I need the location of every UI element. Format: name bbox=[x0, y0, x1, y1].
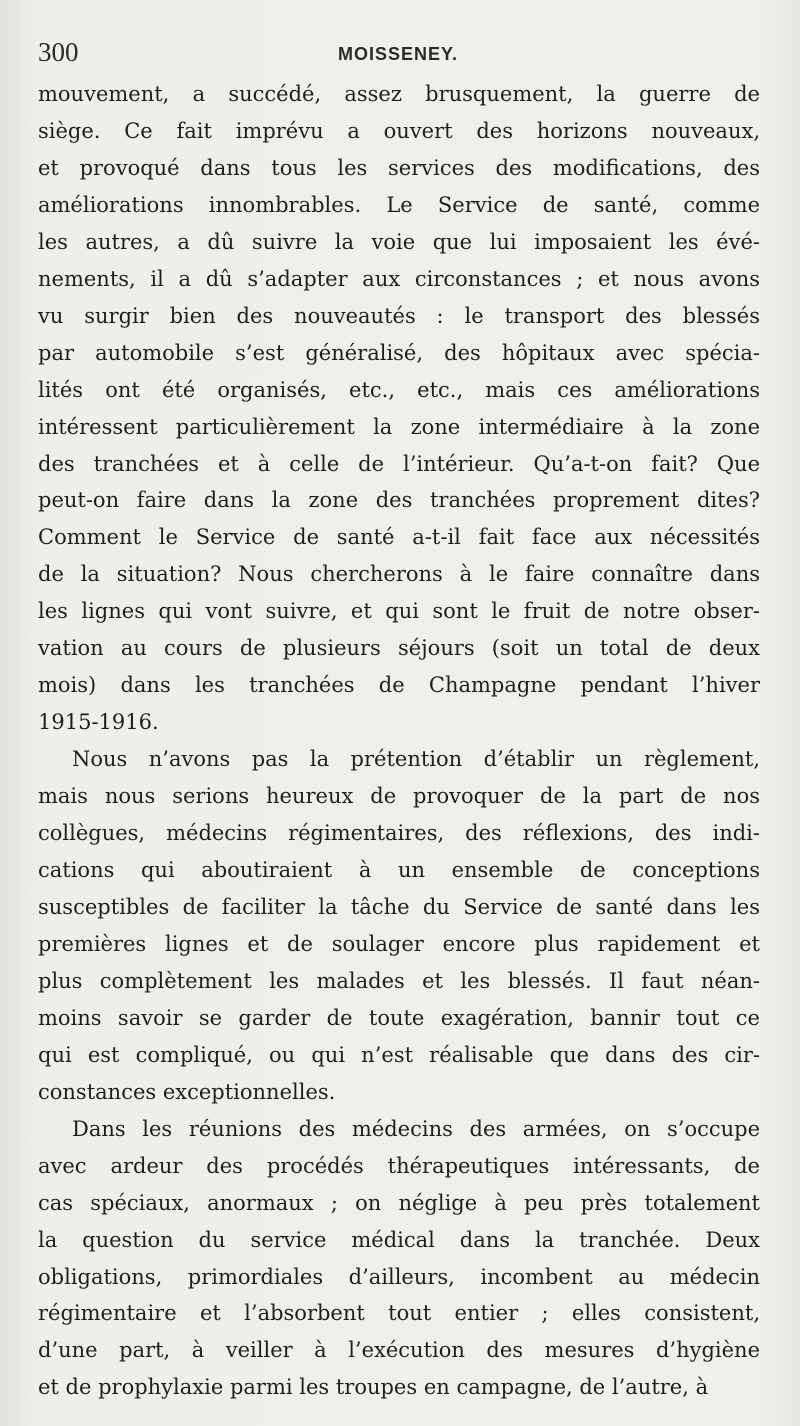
text-line: vation au cours de plusieurs séjours (soit un total de deux bbox=[38, 636, 760, 661]
paragraph bbox=[38, 76, 760, 741]
body-text bbox=[38, 76, 760, 1406]
text-line: améliorations innombrables. Le Service de santé, comme bbox=[38, 192, 760, 217]
text-line: avec ardeur des procédés thérapeutiques intéressants, de bbox=[38, 1153, 760, 1178]
text-line: nements, il a dû s’adapter aux circonstances ; et nous avons bbox=[38, 266, 760, 291]
page-header bbox=[38, 32, 760, 72]
text-line: mois) dans les tranchées de Champagne pendant l’hiver bbox=[38, 673, 760, 698]
text-line: Comment le Service de santé a-t-il fait face aux nécessités bbox=[38, 525, 760, 550]
text-line: obligations, primordiales d’ailleurs, incombent au médecin bbox=[38, 1264, 760, 1289]
text-line: cations qui aboutiraient à un ensemble de conceptions bbox=[38, 858, 760, 883]
text-line: et de prophylaxie parmi les troupes en campagne, de l’autre, à bbox=[38, 1375, 709, 1400]
text-line: collègues, médecins régimentaires, des réflexions, des indi- bbox=[38, 821, 760, 846]
paragraph bbox=[38, 1111, 760, 1407]
text-line: intéressent particulièrement la zone intermédiaire à la zone bbox=[38, 414, 760, 439]
text-line: mouvement, a succédé, assez brusquement, la guerre de bbox=[38, 82, 760, 106]
text-line: régimentaire et l’absorbent tout entier ; elles consistent, bbox=[38, 1301, 760, 1326]
text-line: la question du service médical dans la tranchée. Deux bbox=[38, 1227, 760, 1252]
text-line: de la situation? Nous chercherons à le faire connaître dans bbox=[38, 562, 760, 587]
text-line: Nous n’avons pas la prétention d’établir un règlement, bbox=[72, 747, 760, 772]
text-line: cas spéciaux, anormaux ; on néglige à peu près totalement bbox=[38, 1190, 760, 1215]
text-line: premières lignes et de soulager encore plus rapidement et bbox=[38, 931, 760, 956]
text-line: plus complètement les malades et les blessés. Il faut néan- bbox=[38, 968, 760, 993]
text-line: par automobile s’est généralisé, des hôpitaux avec spécia- bbox=[38, 340, 760, 365]
page-number: 300 bbox=[38, 37, 79, 67]
text-line: susceptibles de faciliter la tâche du Service de santé dans les bbox=[38, 894, 760, 919]
text-line: Dans les réunions des médecins des armées, on s’occupe bbox=[72, 1116, 760, 1141]
text-line: d’une part, à veiller à l’exécution des mesures d’hygiène bbox=[38, 1338, 760, 1363]
text-line: les lignes qui vont suivre, et qui sont le fruit de notre obser- bbox=[38, 599, 760, 624]
running-head: MOISSENEY. bbox=[338, 44, 459, 64]
text-line: vu surgir bien des nouveautés : le transport des blessés bbox=[38, 303, 760, 328]
paragraph bbox=[38, 741, 760, 1111]
text-line: des tranchées et à celle de l’intérieur. Qu’a-t-on fait? Que bbox=[38, 451, 760, 476]
text-line: moins savoir se garder de toute exagération, bannir tout ce bbox=[38, 1005, 760, 1030]
text-line: peut-on faire dans la zone des tranchées proprement dites? bbox=[38, 488, 760, 513]
text-line: 1915-1916. bbox=[38, 710, 159, 735]
text-line: mais nous serions heureux de provoquer de la part de nos bbox=[38, 784, 760, 809]
text-line: qui est compliqué, ou qui n’est réalisable que dans des cir- bbox=[38, 1042, 760, 1067]
text-line: lités ont été organisés, etc., etc., mais ces améliorations bbox=[38, 377, 760, 402]
text-line: siège. Ce fait imprévu a ouvert des horizons nouveaux, bbox=[38, 118, 760, 143]
text-line: constances exceptionnelles. bbox=[38, 1079, 336, 1104]
text-line: et provoqué dans tous les services des modifications, des bbox=[38, 155, 760, 180]
text-line: les autres, a dû suivre la voie que lui imposaient les évé- bbox=[38, 229, 760, 254]
